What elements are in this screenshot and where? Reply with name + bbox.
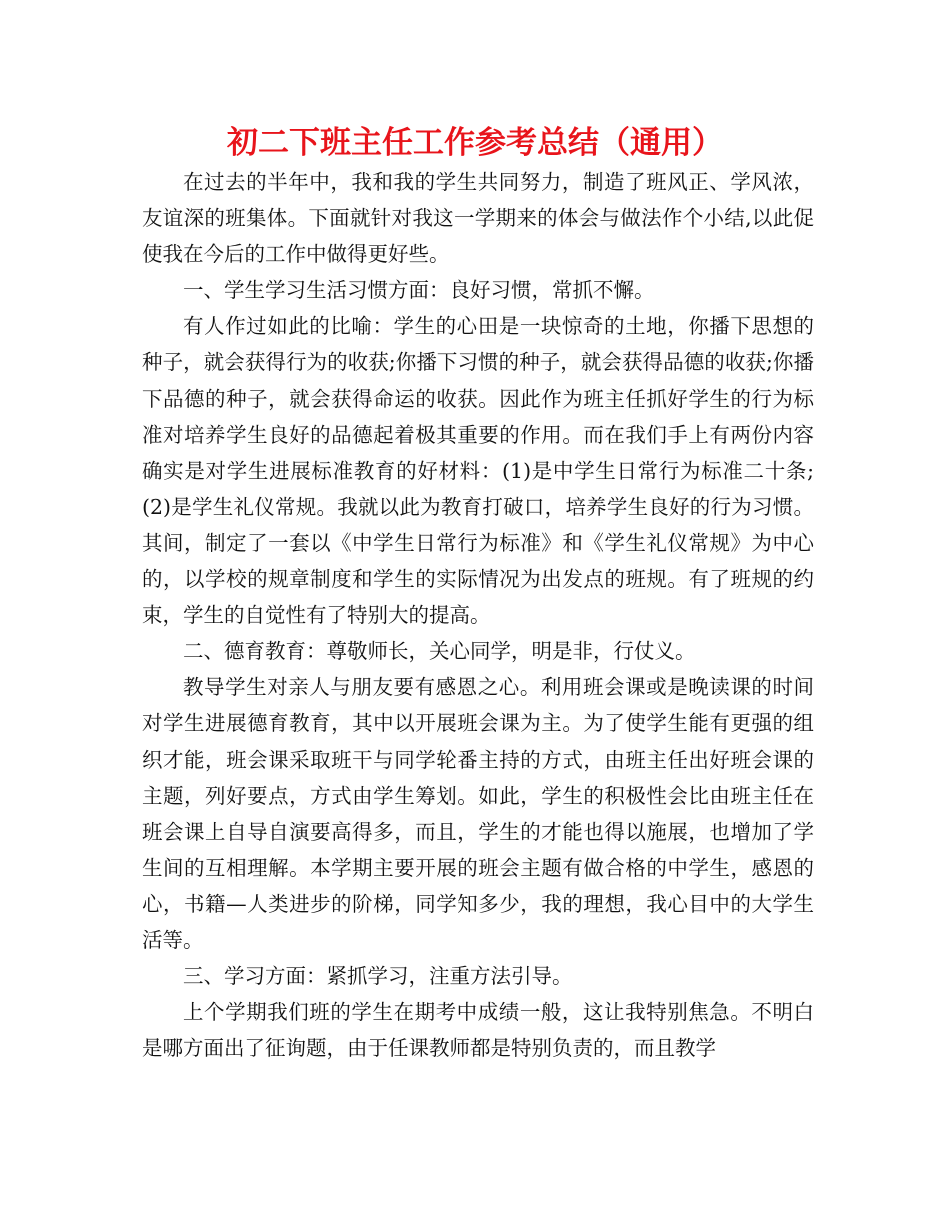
document-body bbox=[142, 164, 814, 1066]
section-heading-habits: 一、学生学习生活习惯方面：良好习惯，常抓不懈。 bbox=[183, 278, 655, 303]
paragraph-intro: 在过去的半年中，我和我的学生共同努力，制造了班风正、学风浓，友谊深的班集体。下面就针对我这一学期来的体会与做法作个小结,以此促使我在今后的工作中做得更好些。 bbox=[142, 170, 814, 267]
section-heading-moral-education: 二、德育教育：尊敬师长，关心同学，明是非，行仗义。 bbox=[183, 639, 696, 664]
paragraph-study: 上个学期我们班的学生在期考中成绩一般，这让我特别焦急。不明白是哪方面出了征询题，由于任课教师都是特别负责的，而且教学 bbox=[142, 1000, 814, 1061]
paragraph-moral-education: 教导学生对亲人与朋友要有感恩之心。利用班会课或是晚读课的时间对学生进展德育教育，其中以开展班会课为主。为了使学生能有更强的组织才能，班会课采取班干与同学轮番主持的方式，由班主任出好班会课的主题，列好要点，方式由学生筹划。如此，学生的积极性会比由班主任在班会课上自导自演要高得多，而且，学生的才能也得以施展，也增加了学生间的互相理解。本学期主要开展的班会主题有做合格的中学生，感恩的心，书籍—人类进步的阶梯，同学知多少，我的理想，我心目中的大学生活等。 bbox=[142, 675, 814, 952]
section-heading-study: 三、学习方面：紧抓学习，注重方法引导。 bbox=[183, 964, 573, 989]
document-title: 初二下班主任工作参考总结（通用） bbox=[227, 125, 723, 161]
paragraph-habits: 有人作过如此的比喻：学生的心田是一块惊奇的土地，你播下思想的种子，就会获得行为的收获;你播下习惯的种子，就会获得品德的收获;你播下品德的种子，就会获得命运的收获。因此作为班主任抓好学生的行为标准对培养学生良好的品德起着极其重要的作用。而在我们手上有两份内容确实是对学生进展标准教育的好材料：(1)是中学生日常行为标准二十条;(2)是学生礼仪常规。我就以此为教育打破口，培养学生良好的行为习惯。其间，制定了一套以《中学生日常行为标准》和《学生礼仪常规》为中心的，以学校的规章制度和学生的实际情况为出发点的班规。有了班规的约束，学生的自觉性有了特别大的提高。 bbox=[142, 314, 814, 628]
